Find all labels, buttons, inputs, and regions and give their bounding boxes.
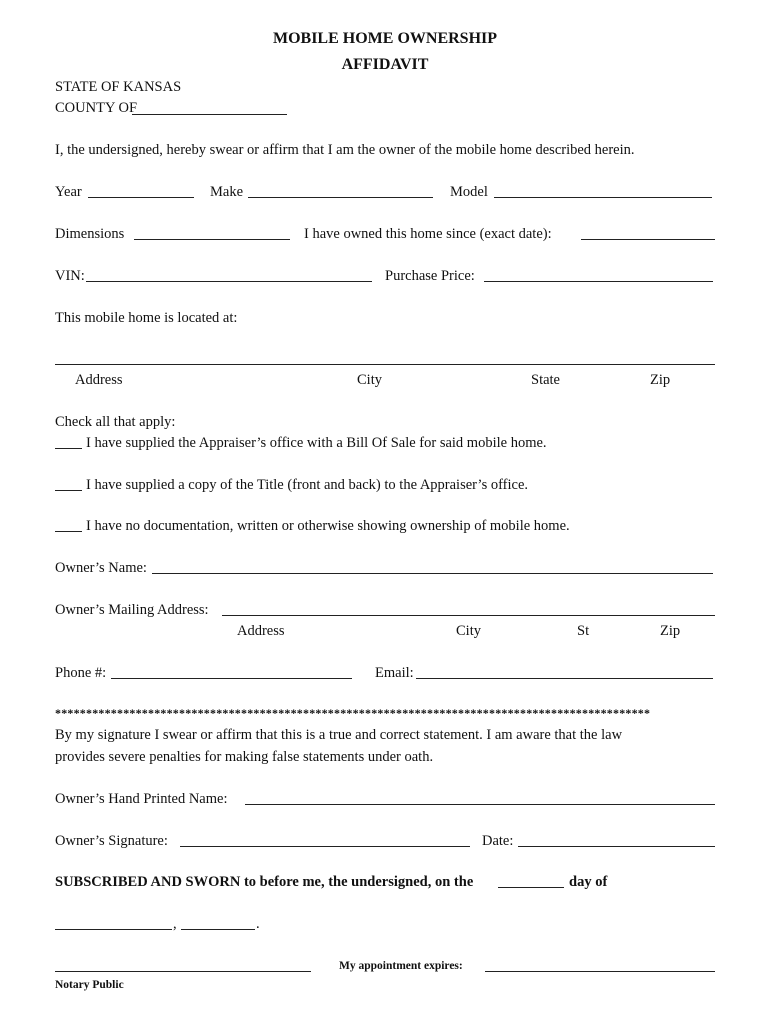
sworn-period: .: [256, 916, 260, 932]
location-label: This mobile home is located at:: [55, 310, 238, 326]
title-line-1: MOBILE HOME OWNERSHIP: [272, 30, 498, 47]
mailing-zip-caption: Zip: [660, 623, 681, 639]
check-blank-1[interactable]: [55, 448, 82, 449]
owned-since-label: I have owned this home since (exact date):: [304, 226, 552, 242]
vin-label: VIN:: [55, 268, 85, 284]
signature-date-label: Date:: [482, 833, 514, 849]
statement-line-1: By my signature I swear or affirm that this is a true and correct statement. I am aware that the law: [55, 727, 623, 743]
title-line-2: AFFIDAVIT: [341, 56, 429, 73]
county-field[interactable]: [132, 114, 287, 115]
intro-statement: I, the undersigned, hereby swear or affirm that I am the owner of the mobile home described herein.: [55, 142, 635, 158]
location-zip-caption: Zip: [650, 372, 671, 388]
separator-stars: ************************************************************************************************: [55, 706, 651, 720]
location-address-caption: Address: [75, 372, 123, 388]
owner-signature-field[interactable]: [180, 846, 470, 847]
county-label: COUNTY OF: [55, 100, 138, 116]
sworn-year-field[interactable]: [181, 929, 255, 930]
purchase-price-label: Purchase Price:: [385, 268, 475, 284]
notary-public-label: Notary Public: [55, 979, 124, 991]
check-item-3: I have no documentation, written or otherwise showing ownership of mobile home.: [86, 518, 570, 534]
mailing-address-label: Owner’s Mailing Address:: [55, 602, 209, 618]
sworn-month-field[interactable]: [55, 929, 172, 930]
mailing-st-caption: St: [577, 623, 590, 639]
email-label: Email:: [375, 665, 414, 681]
owner-name-label: Owner’s Name:: [55, 560, 147, 576]
dimensions-field[interactable]: [134, 239, 290, 240]
mailing-address-field[interactable]: [222, 615, 715, 616]
location-state-caption: State: [531, 372, 560, 388]
dimensions-label: Dimensions: [55, 226, 125, 242]
printed-name-label: Owner’s Hand Printed Name:: [55, 791, 228, 807]
sworn-day-of: day of: [569, 874, 608, 890]
check-item-2: I have supplied a copy of the Title (front and back) to the Appraiser’s office.: [86, 477, 529, 493]
owner-signature-label: Owner’s Signature:: [55, 833, 168, 849]
notary-signature-field[interactable]: [55, 971, 311, 972]
mailing-city-caption: City: [456, 623, 481, 639]
sworn-comma: ,: [173, 916, 177, 932]
phone-field[interactable]: [111, 678, 352, 679]
location-city-caption: City: [357, 372, 382, 388]
check-blank-3[interactable]: [55, 531, 82, 532]
vin-field[interactable]: [86, 281, 372, 282]
mailing-address-caption: Address: [237, 623, 285, 639]
owner-name-field[interactable]: [152, 573, 713, 574]
location-field[interactable]: [55, 364, 715, 365]
signature-date-field[interactable]: [518, 846, 715, 847]
appointment-expires-label: My appointment expires:: [339, 960, 463, 972]
appointment-expires-field[interactable]: [485, 971, 715, 972]
model-field[interactable]: [494, 197, 712, 198]
sworn-statement: SUBSCRIBED AND SWORN to before me, the undersigned, on the: [55, 874, 474, 890]
year-field[interactable]: [88, 197, 194, 198]
phone-label: Phone #:: [55, 665, 107, 681]
make-field[interactable]: [248, 197, 433, 198]
model-label: Model: [450, 184, 488, 200]
email-field[interactable]: [416, 678, 713, 679]
check-item-1: I have supplied the Appraiser’s office with a Bill Of Sale for said mobile home.: [86, 435, 547, 451]
make-label: Make: [210, 184, 244, 200]
year-label: Year: [55, 184, 82, 200]
statement-line-2: provides severe penalties for making false statements under oath.: [55, 749, 434, 765]
printed-name-field[interactable]: [245, 804, 715, 805]
sworn-day-field[interactable]: [498, 887, 564, 888]
state-line: STATE OF KANSAS: [55, 79, 182, 95]
purchase-price-field[interactable]: [484, 281, 713, 282]
checks-heading: Check all that apply:: [55, 414, 176, 430]
check-blank-2[interactable]: [55, 490, 82, 491]
owned-since-field[interactable]: [581, 239, 715, 240]
